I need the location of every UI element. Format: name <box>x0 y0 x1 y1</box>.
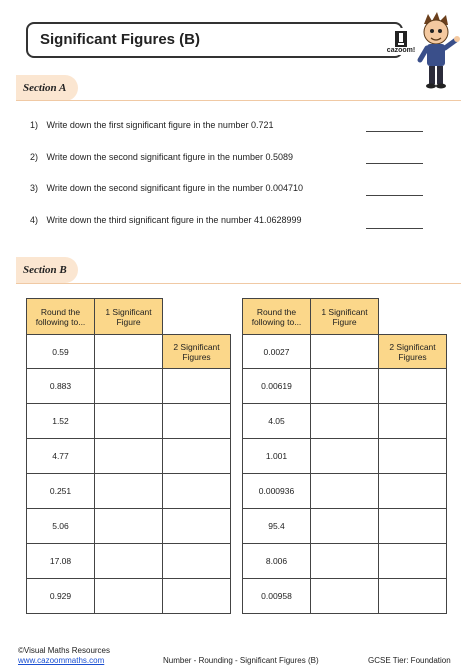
section-a-divider <box>16 100 461 101</box>
value-cell: 0.00958 <box>243 579 311 614</box>
answer-cell-2sf[interactable] <box>379 439 447 474</box>
header-round: Round the following to... <box>27 299 95 335</box>
footer-credits <box>18 646 110 666</box>
question-number: 4) <box>30 215 39 225</box>
logo-text: cazoom! <box>386 47 416 54</box>
answer-cell-2sf[interactable] <box>379 579 447 614</box>
question-number: 2) <box>30 152 39 162</box>
answer-line-4[interactable] <box>366 228 423 229</box>
header-round: Round the following to... <box>243 299 311 335</box>
page-title: Significant Figures (B) <box>40 31 201 48</box>
question-text: Write down the second significant figure in the number 0.004710 <box>46 183 304 193</box>
footer-tier: GCSE Tier: Foundation <box>368 656 451 665</box>
header-2sf: 2 Significant Figures <box>163 335 231 369</box>
value-cell: 4.77 <box>27 439 95 474</box>
value-cell: 1.001 <box>243 439 311 474</box>
header-1sf: 1 Significant Figure <box>95 299 163 335</box>
question-3 <box>30 183 303 193</box>
value-cell: 95.4 <box>243 509 311 544</box>
answer-cell-2sf[interactable] <box>379 544 447 579</box>
answer-cell-1sf[interactable] <box>95 509 163 544</box>
answer-cell-1sf[interactable] <box>311 404 379 439</box>
answer-cell-1sf[interactable] <box>311 474 379 509</box>
section-b-divider <box>16 283 461 284</box>
answer-cell-2sf[interactable] <box>163 404 231 439</box>
question-text: Write down the second significant figure in the number 0.5089 <box>46 152 293 162</box>
value-cell: 0.929 <box>27 579 95 614</box>
value-cell: 0.251 <box>27 474 95 509</box>
answer-cell-1sf[interactable] <box>311 335 379 369</box>
answer-line-3[interactable] <box>366 195 423 196</box>
answer-cell-1sf[interactable] <box>311 439 379 474</box>
question-number: 1) <box>30 120 39 130</box>
answer-cell-1sf[interactable] <box>95 439 163 474</box>
section-b-label: Section B <box>16 257 78 283</box>
answer-cell-2sf[interactable] <box>163 544 231 579</box>
answer-cell-1sf[interactable] <box>95 544 163 579</box>
answer-cell-1sf[interactable] <box>311 369 379 404</box>
question-number: 3) <box>30 183 39 193</box>
answer-cell-1sf[interactable] <box>95 369 163 404</box>
cartoon-boy-icon <box>410 10 462 90</box>
answer-cell-1sf[interactable] <box>95 474 163 509</box>
rounding-table-right <box>242 298 447 614</box>
value-cell: 1.52 <box>27 404 95 439</box>
answer-cell-1sf[interactable] <box>311 579 379 614</box>
website-link[interactable]: www.cazoommaths.com <box>18 656 105 665</box>
header-1sf: 1 Significant Figure <box>311 299 379 335</box>
value-cell: 0.883 <box>27 369 95 404</box>
answer-cell-2sf[interactable] <box>379 369 447 404</box>
answer-cell-1sf[interactable] <box>311 544 379 579</box>
value-cell: 4.05 <box>243 404 311 439</box>
question-text: Write down the first significant figure in the number 0.721 <box>46 120 274 130</box>
question-2 <box>30 152 293 162</box>
value-cell: 5.06 <box>27 509 95 544</box>
value-cell: 0.59 <box>27 335 95 369</box>
blank-cell <box>379 299 447 335</box>
answer-line-1[interactable] <box>366 131 423 132</box>
answer-cell-2sf[interactable] <box>163 579 231 614</box>
header-2sf: 2 Significant Figures <box>379 335 447 369</box>
copyright-text: ©Visual Maths Resources <box>18 646 111 655</box>
question-1 <box>30 120 273 130</box>
answer-cell-2sf[interactable] <box>163 369 231 404</box>
section-a-label: Section A <box>16 75 78 101</box>
question-4 <box>30 215 302 225</box>
title-box <box>26 22 416 58</box>
value-cell: 0.0027 <box>243 335 311 369</box>
footer-topic: Number - Rounding - Significant Figures (B) <box>163 656 319 665</box>
answer-cell-1sf[interactable] <box>95 404 163 439</box>
value-cell: 0.000936 <box>243 474 311 509</box>
answer-cell-1sf[interactable] <box>311 509 379 544</box>
blank-cell <box>163 299 231 335</box>
answer-cell-2sf[interactable] <box>163 509 231 544</box>
value-cell: 17.08 <box>27 544 95 579</box>
answer-cell-1sf[interactable] <box>95 335 163 369</box>
answer-cell-2sf[interactable] <box>163 439 231 474</box>
value-cell: 8.006 <box>243 544 311 579</box>
answer-line-2[interactable] <box>366 163 423 164</box>
value-cell: 0.00619 <box>243 369 311 404</box>
answer-cell-2sf[interactable] <box>379 509 447 544</box>
question-text: Write down the third significant figure in the number 41.0628999 <box>46 215 302 225</box>
answer-cell-2sf[interactable] <box>379 474 447 509</box>
logo-mark-icon <box>395 31 407 47</box>
answer-cell-1sf[interactable] <box>95 579 163 614</box>
rounding-table-left <box>26 298 231 614</box>
answer-cell-2sf[interactable] <box>379 404 447 439</box>
answer-cell-2sf[interactable] <box>163 474 231 509</box>
